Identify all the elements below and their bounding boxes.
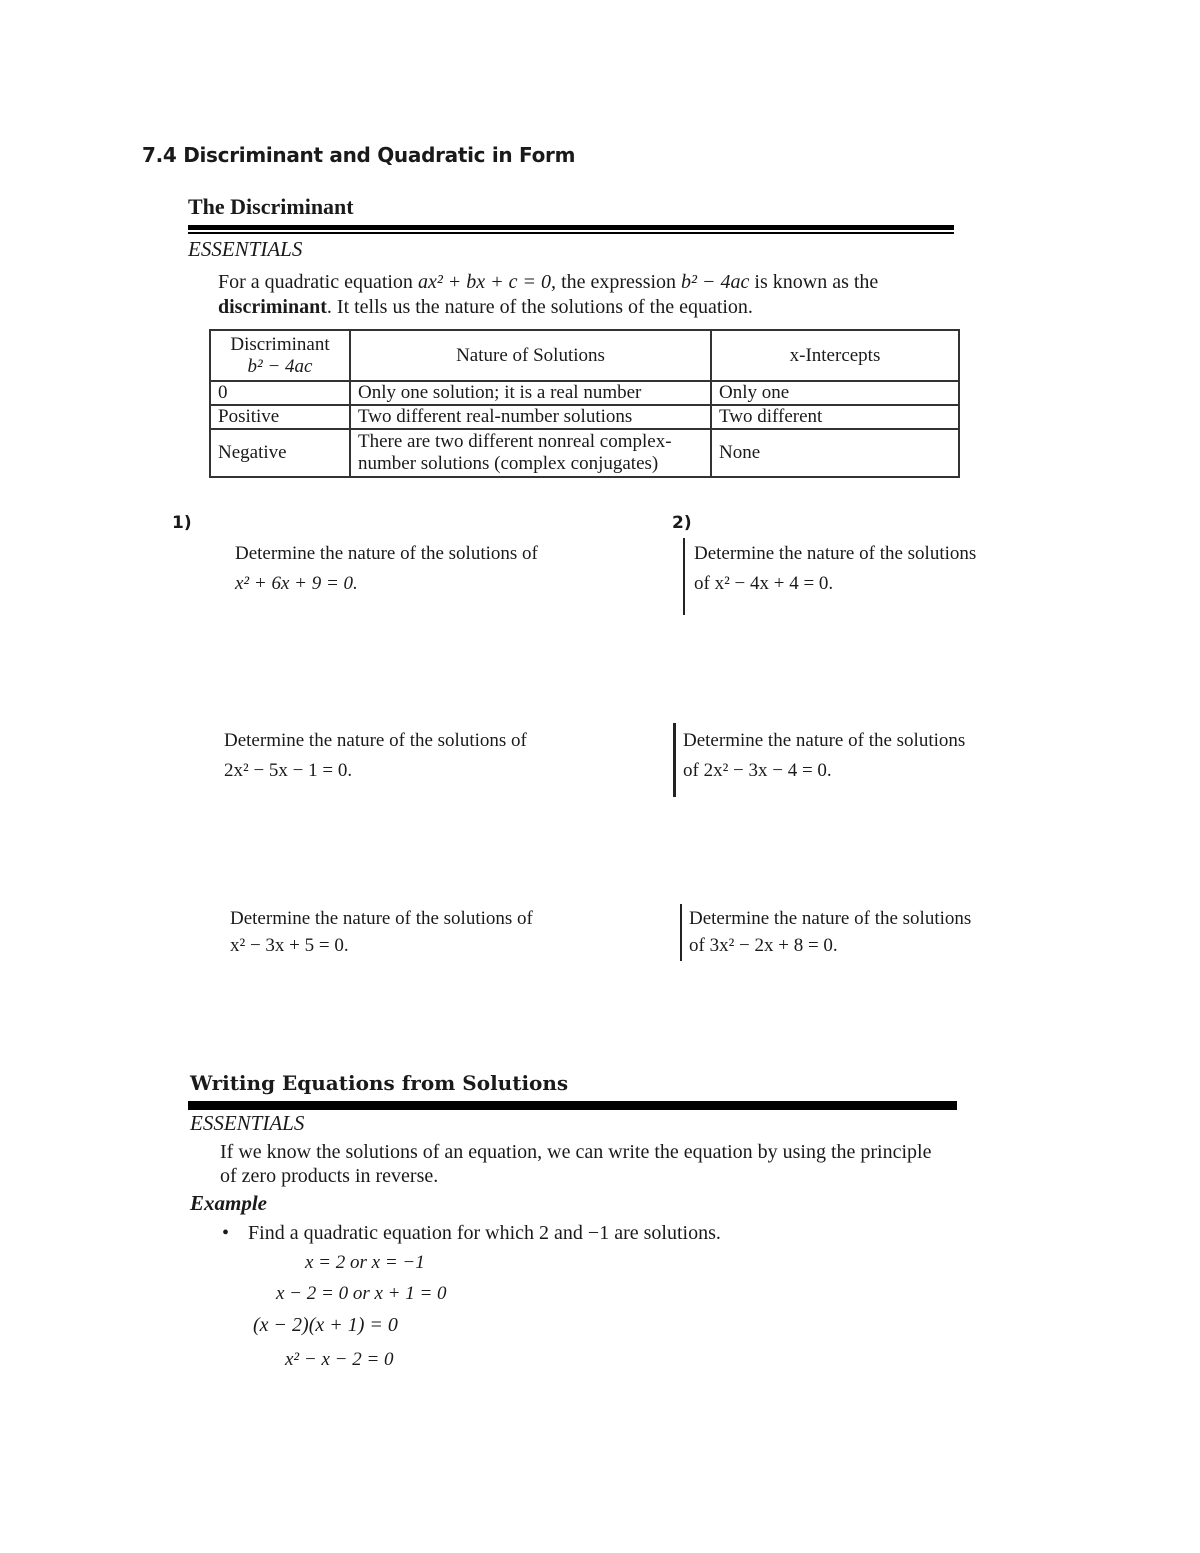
header-discriminant [210,330,350,381]
paragraph-line-1: If we know the solutions of an equation, we can write the equation by using the principle [220,1141,932,1163]
problem-equation: 2x² − 5x − 1 = 0. [224,760,353,781]
problem-equation: x² − 3x + 5 = 0. [230,935,349,956]
header-discriminant-expr: b² − 4ac [247,355,313,377]
intro-expression: b² − 4ac [681,271,750,293]
section-heading-writing-equations: Writing Equations from Solutions [190,1071,569,1095]
intro-bold-term: discriminant [218,296,327,318]
solution-step-3: (x − 2)(x + 1) = 0 [253,1314,398,1336]
section-rule-thick [188,1101,957,1110]
question-number-1: 1) [172,513,192,533]
problem-text: Determine the nature of the solutions [683,730,966,751]
essentials-label: ESSENTIALS [190,1111,305,1135]
problem-text: Determine the nature of the solutions of [235,543,538,564]
intro-text-d: . It tells us the nature of the solutions of the equation. [326,296,753,318]
intro-text-b: the expression [561,271,677,293]
cell-nature-line2: number solutions (complex conjugates) [358,453,659,474]
bullet-text: Find a quadratic equation for which 2 and −1 are solutions. [248,1222,721,1244]
section-rule-thin [188,232,954,234]
problem-text: Determine the nature of the solutions [689,908,972,929]
cell-nature-line1: There are two different nonreal complex- [358,431,672,452]
question-number-2: 2) [672,513,692,533]
cell-nature: Two different real-number solutions [350,405,711,429]
problem-equation: of 2x² − 3x − 4 = 0. [683,760,832,781]
cell-xint: None [711,429,959,477]
intro-equation: ax² + bx + c = 0, [417,271,557,293]
cell-nature: Only one solution; it is a real number [350,381,711,405]
problem-2a [694,539,976,599]
intro-text-c: is known as the [754,271,879,293]
table-header-row [210,330,959,381]
cell-disc: 0 [210,381,350,405]
problem-divider [680,904,682,961]
solution-step-1: x = 2 or x = −1 [305,1252,425,1273]
problem-equation: x² + 6x + 9 = 0. [235,573,358,594]
essentials-label: ESSENTIALS [188,237,303,261]
problem-1c [230,905,533,959]
cell-xint: Two different [711,405,959,429]
section-heading-discriminant: The Discriminant [188,194,354,219]
header-discriminant-label: Discriminant [230,333,330,355]
paragraph-line-2: of zero products in reverse. [220,1165,439,1187]
problem-divider [673,723,676,797]
problem-2b [683,726,965,786]
header-xintercepts: x-Intercepts [711,330,959,381]
page-title: 7.4 Discriminant and Quadratic in Form [142,143,576,167]
problem-1b [224,726,527,786]
cell-xint: Only one [711,381,959,405]
example-label: Example [190,1191,267,1215]
bullet-item [222,1222,721,1245]
solution-step-2: x − 2 = 0 or x + 1 = 0 [276,1283,447,1304]
bullet-dot-icon: • [222,1222,230,1244]
problem-equation: of x² − 4x + 4 = 0. [694,573,834,594]
table-row [210,381,959,405]
problem-equation: of 3x² − 2x + 8 = 0. [689,935,838,956]
cell-nature [350,429,711,477]
zero-products-paragraph [220,1140,960,1188]
solution-step-4: x² − x − 2 = 0 [285,1349,394,1370]
problem-text: Determine the nature of the solutions of [230,908,533,929]
discriminant-table [209,329,960,478]
cell-disc: Positive [210,405,350,429]
header-nature: Nature of Solutions [350,330,711,381]
section-rule-thick [188,225,954,230]
problem-divider [683,538,685,615]
cell-disc: Negative [210,429,350,477]
discriminant-intro [218,270,918,320]
intro-text-a: For a quadratic equation [218,271,413,293]
problem-1a [235,539,538,599]
problem-text: Determine the nature of the solutions of [224,730,527,751]
table-row [210,429,959,477]
problem-2c [689,905,971,959]
table-row [210,405,959,429]
problem-text: Determine the nature of the solutions [694,543,977,564]
